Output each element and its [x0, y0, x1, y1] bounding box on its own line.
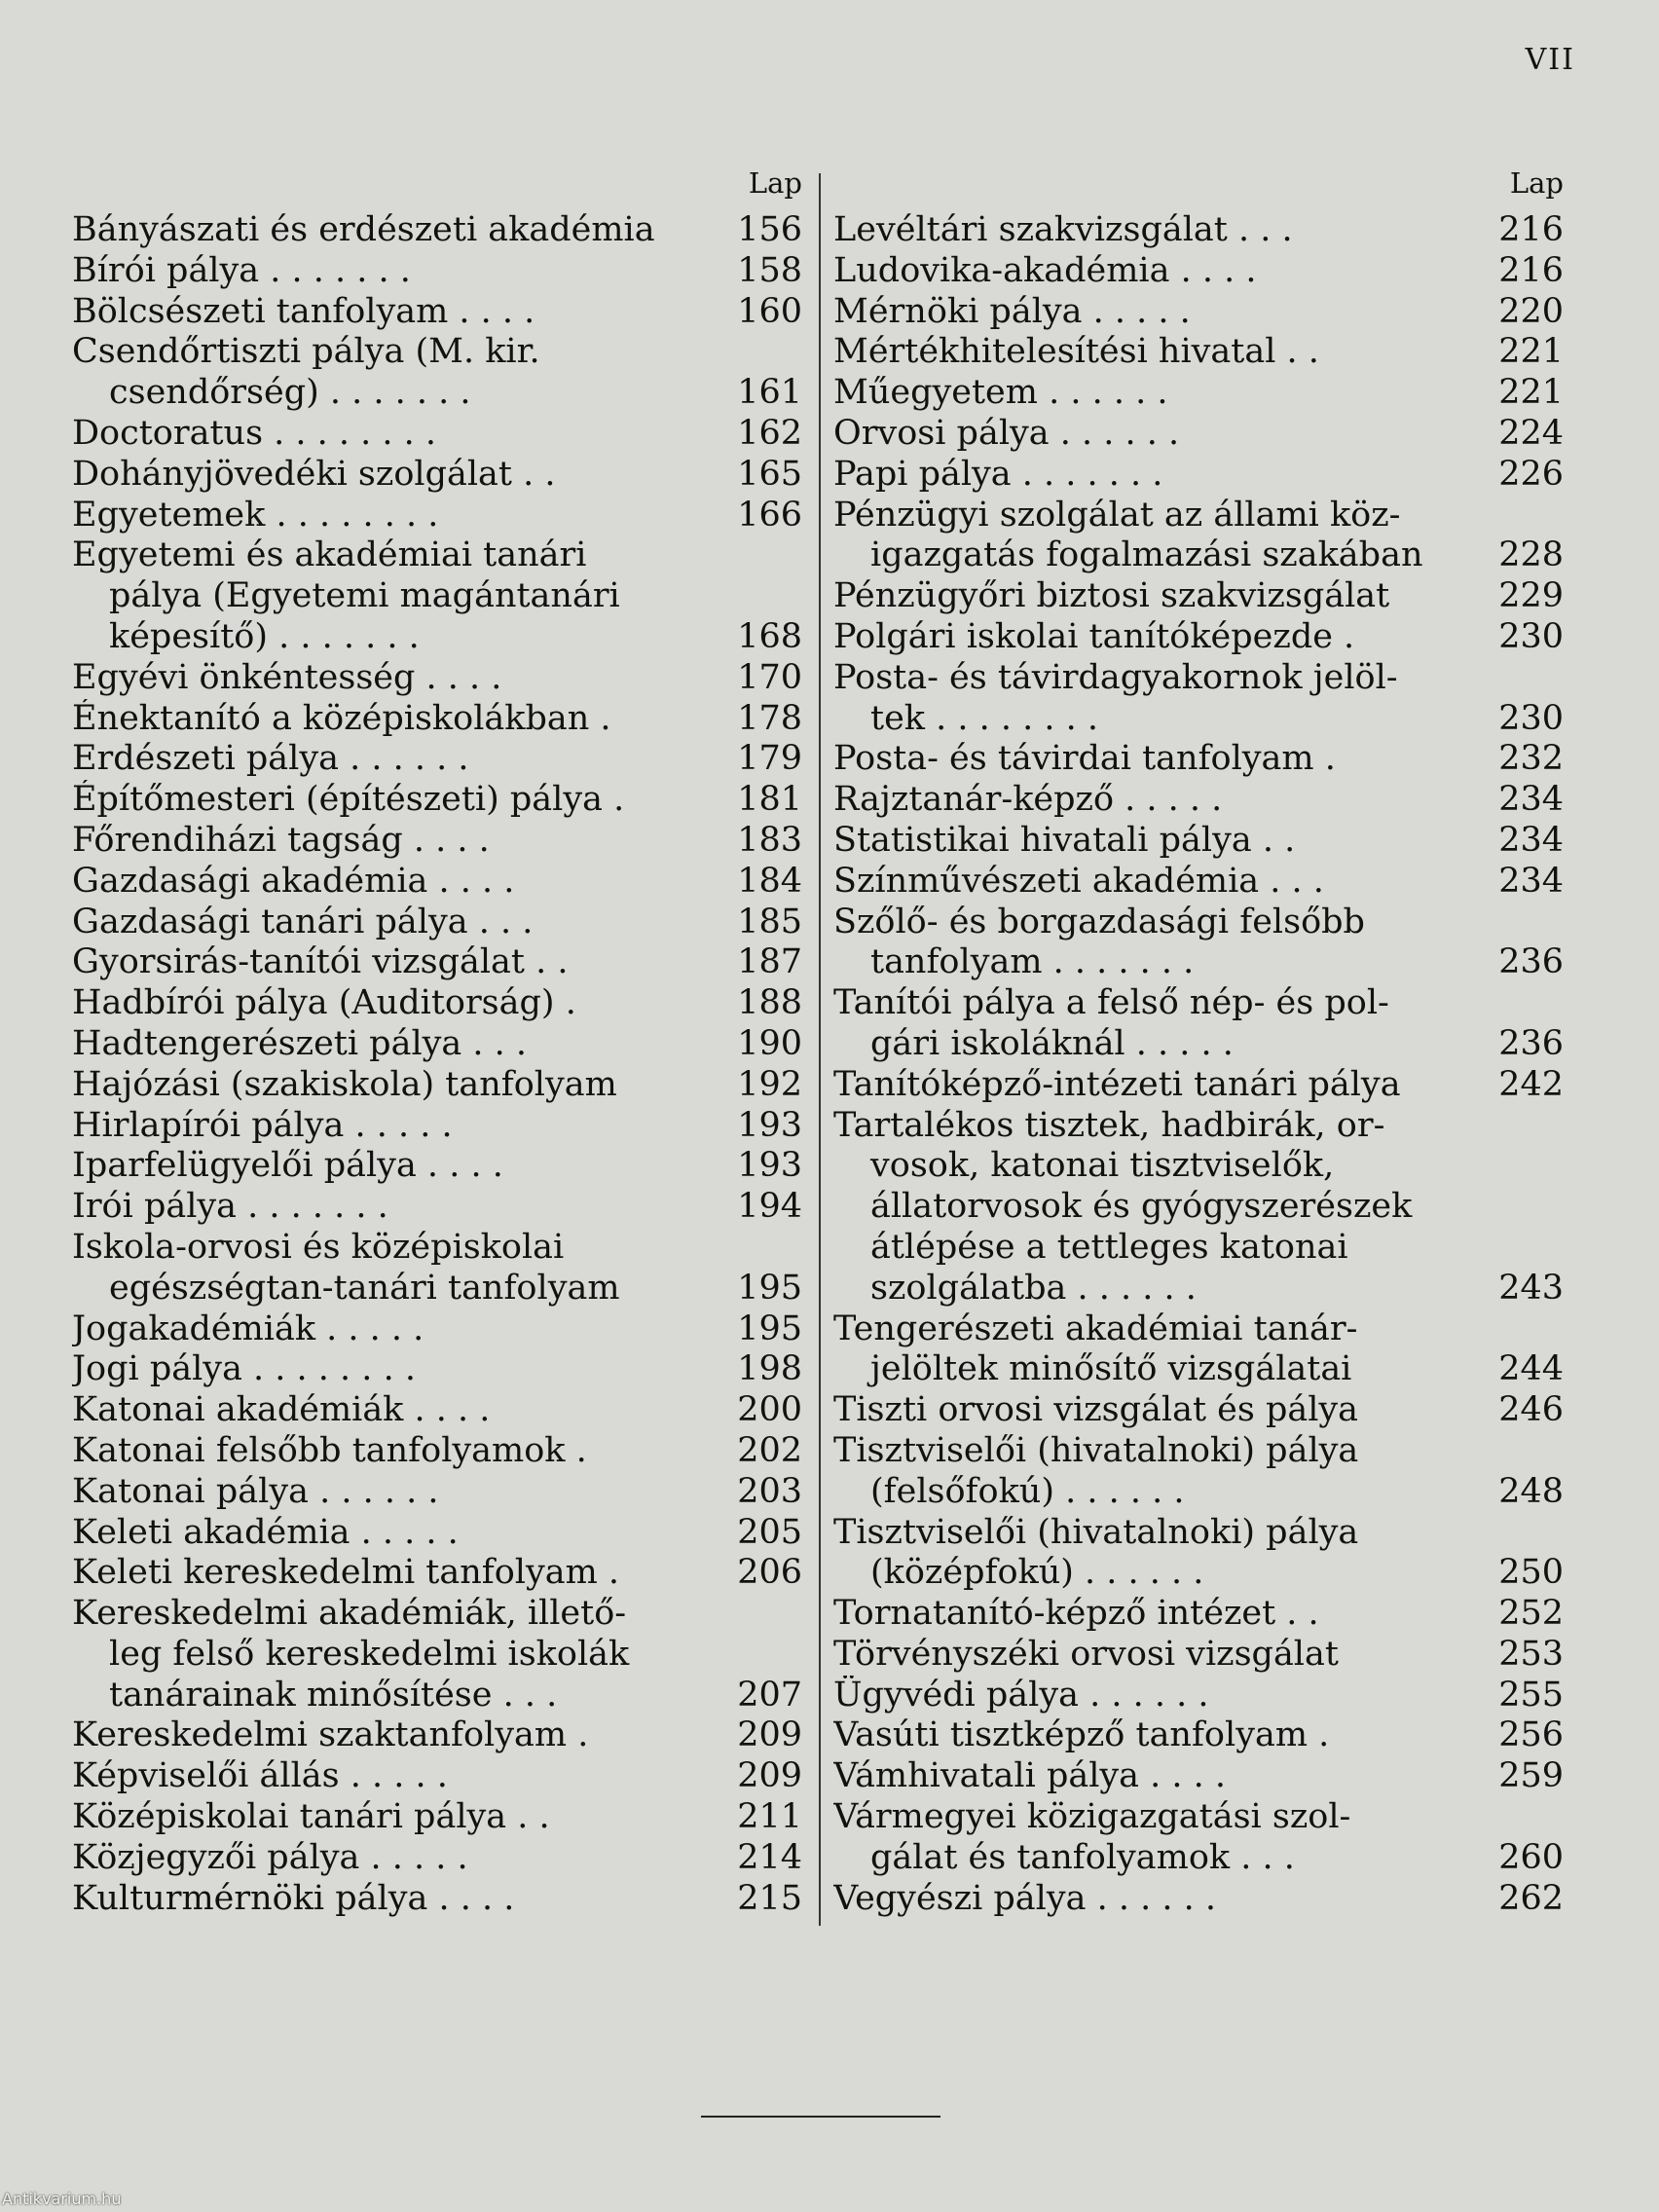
entry-title: Gazdasági tanári pálya . . .: [72, 902, 534, 941]
entry-page-number: 168: [737, 616, 802, 656]
entry-title: Vámhivatali pálya . . . .: [833, 1756, 1227, 1796]
index-entry: [72, 1797, 802, 1838]
index-entry: [833, 251, 1564, 292]
entry-page-number: 166: [737, 495, 802, 535]
entry-title: Statistikai hivatali pálya . .: [833, 820, 1296, 860]
entry-title: Hadbírói pálya (Auditorság) .: [72, 983, 576, 1023]
entry-title: Gyorsirás-tanítói vizsgálat . .: [72, 942, 569, 982]
entry-page-number: 215: [737, 1878, 802, 1918]
entry-title: Ügyvédi pálya . . . . . .: [833, 1675, 1209, 1714]
index-entry: [72, 821, 802, 862]
entry-page-number: 244: [1498, 1349, 1564, 1389]
entry-title: Egyévi önkéntesség . . . .: [72, 657, 502, 697]
index-entry: [833, 1309, 1564, 1350]
entry-page-number: 206: [737, 1553, 802, 1593]
entry-page-number: 224: [1498, 413, 1564, 453]
index-entry: [833, 496, 1564, 536]
entry-page-number: 156: [737, 210, 802, 249]
index-entry: [833, 210, 1564, 251]
entry-page-number: 230: [1498, 616, 1564, 656]
index-entry: [833, 414, 1564, 455]
entry-title: Csendőrtiszti pálya (M. kir.: [72, 332, 540, 372]
entry-title: Tanítói pálya a felső nép- és pol-: [833, 983, 1389, 1023]
entry-title: pálya (Egyetemi magántanári: [109, 576, 620, 616]
entry-title: Műegyetem . . . . . .: [833, 373, 1168, 413]
index-entry: [72, 292, 802, 333]
entry-page-number: 160: [737, 291, 802, 331]
entry-title: Kulturmérnöki pálya . . . .: [72, 1878, 515, 1918]
entry-title: igazgatás fogalmazási szakában: [870, 535, 1423, 575]
index-entry: [833, 1635, 1564, 1676]
entry-page-number: 162: [737, 413, 802, 453]
index-entry: [72, 1106, 802, 1147]
index-entry: [833, 1349, 1564, 1390]
index-entry: [72, 1472, 802, 1513]
entry-title: Kereskedelmi akadémiák, illető-: [72, 1594, 627, 1634]
index-entry: [72, 373, 802, 414]
lap-header-right: Lap: [1509, 166, 1564, 200]
entry-title: Tiszti orvosi vizsgálat és pálya: [833, 1390, 1359, 1430]
entry-title: Keleti kereskedelmi tanfolyam .: [72, 1553, 620, 1593]
entry-page-number: 209: [737, 1715, 802, 1755]
index-entry: [72, 251, 802, 292]
entry-title: Erdészeti pálya . . . . . .: [72, 739, 469, 779]
entry-page-number: 252: [1498, 1594, 1564, 1634]
entry-title: Kereskedelmi szaktanfolyam .: [72, 1715, 589, 1755]
entry-page-number: 178: [737, 698, 802, 738]
index-entry: [72, 1269, 802, 1309]
entry-page-number: 232: [1498, 739, 1564, 779]
index-entry: [72, 332, 802, 373]
entry-title: Jogi pálya . . . . . . . .: [72, 1349, 416, 1389]
index-entry: [72, 1838, 802, 1879]
entry-page-number: 234: [1498, 861, 1564, 901]
entry-page-number: 216: [1498, 250, 1564, 290]
footer-rule: [701, 2116, 940, 2118]
entry-title: Tartalékos tisztek, hadbirák, or-: [833, 1105, 1385, 1145]
index-entry: [833, 332, 1564, 373]
index-entry: [72, 576, 802, 617]
entry-title: Törvényszéki orvosi vizsgálat: [833, 1634, 1339, 1674]
index-entry: [833, 1431, 1564, 1472]
index-entry: [833, 983, 1564, 1024]
entry-title: Levéltári szakvizsgálat . . .: [833, 210, 1293, 249]
entry-title: Rajztanár-képző . . . . .: [833, 780, 1223, 820]
entry-page-number: 260: [1498, 1837, 1564, 1877]
entry-title: Iparfelügyelői pálya . . . .: [72, 1146, 503, 1186]
entry-page-number: 202: [737, 1430, 802, 1470]
left-entry-list: [72, 210, 802, 1919]
entry-title: Főrendiházi tagság . . . .: [72, 820, 490, 860]
index-entry: [833, 455, 1564, 496]
index-entry: [72, 617, 802, 658]
index-entry: [833, 1390, 1564, 1431]
entry-title: Középiskolai tanári pálya . .: [72, 1797, 550, 1837]
lap-header-left: Lap: [748, 166, 802, 200]
index-entry: [833, 1594, 1564, 1635]
index-entry: [72, 1635, 802, 1676]
index-entry: [833, 1065, 1564, 1106]
index-entry: [833, 1106, 1564, 1147]
entry-page-number: 236: [1498, 1023, 1564, 1063]
entry-title: Dohányjövedéki szolgálat . .: [72, 454, 556, 494]
entry-title: Pénzügyőri biztosi szakvizsgálat: [833, 576, 1390, 616]
entry-title: Énektanító a középiskolákban .: [72, 698, 611, 738]
entry-page-number: 187: [737, 942, 802, 982]
index-entry: [72, 1390, 802, 1431]
entry-title: Posta- és távirdai tanfolyam .: [833, 739, 1336, 779]
entry-title: tanfolyam . . . . . . .: [870, 942, 1195, 982]
index-entry: [833, 1879, 1564, 1920]
index-entry: [72, 1513, 802, 1554]
entry-page-number: 195: [737, 1268, 802, 1308]
entry-page-number: 228: [1498, 535, 1564, 575]
entry-title: szolgálatba . . . . . .: [870, 1268, 1197, 1308]
entry-title: Tengerészeti akadémiai tanár-: [833, 1309, 1358, 1348]
index-entry: [72, 414, 802, 455]
entry-title: Építőmesteri (építészeti) pálya .: [72, 780, 625, 820]
entry-page-number: 255: [1498, 1675, 1564, 1714]
index-entry: [833, 739, 1564, 780]
entry-page-number: 181: [737, 780, 802, 820]
entry-title: átlépése a tettleges katonai: [870, 1227, 1348, 1267]
index-entry: [72, 1553, 802, 1594]
entry-title: leg felső kereskedelmi iskolák: [109, 1634, 630, 1674]
entry-title: Irói pálya . . . . . . .: [72, 1187, 388, 1227]
entry-page-number: 220: [1498, 291, 1564, 331]
entry-page-number: 183: [737, 820, 802, 860]
entry-title: gári iskoláknál . . . . .: [870, 1023, 1234, 1063]
entry-page-number: 184: [737, 861, 802, 901]
index-entry: [833, 1838, 1564, 1879]
entry-page-number: 179: [737, 739, 802, 779]
entry-page-number: 230: [1498, 698, 1564, 738]
index-entry: [833, 1797, 1564, 1838]
entry-title: Ludovika-akadémia . . . .: [833, 250, 1257, 290]
index-entry: [72, 1228, 802, 1269]
entry-title: Orvosi pálya . . . . . .: [833, 413, 1180, 453]
entry-title: Posta- és távirdagyakornok jelöl-: [833, 657, 1398, 697]
column-divider: [819, 173, 821, 1926]
entry-title: Közjegyzői pálya . . . . .: [72, 1837, 468, 1877]
entry-page-number: 243: [1498, 1268, 1564, 1308]
index-entry: [72, 780, 802, 821]
entry-title: Tanítóképző-intézeti tanári pálya: [833, 1064, 1401, 1104]
entry-page-number: 193: [737, 1105, 802, 1145]
entry-title: Keleti akadémia . . . . .: [72, 1512, 459, 1552]
entry-page-number: 229: [1498, 576, 1564, 616]
index-entry: [833, 1146, 1564, 1187]
entry-title: tek . . . . . . . .: [870, 698, 1098, 738]
index-entry: [72, 1431, 802, 1472]
entry-title: Katonai pálya . . . . . .: [72, 1471, 439, 1511]
entry-page-number: 209: [737, 1756, 802, 1796]
index-entry: [72, 1879, 802, 1920]
entry-title: Jogakadémiák . . . . .: [72, 1309, 424, 1348]
entry-title: vosok, katonai tisztviselők,: [870, 1146, 1335, 1186]
index-entry: [833, 1269, 1564, 1309]
index-entry: [833, 1513, 1564, 1554]
index-entry: [72, 699, 802, 740]
index-entry: [72, 210, 802, 251]
index-entry: [72, 1065, 802, 1106]
index-entry: [72, 1715, 802, 1756]
entry-title: Papi pálya . . . . . . .: [833, 454, 1163, 494]
entry-page-number: 158: [737, 250, 802, 290]
index-entry: [72, 535, 802, 576]
entry-page-number: 226: [1498, 454, 1564, 494]
entry-page-number: 262: [1498, 1878, 1564, 1918]
index-entry: [72, 862, 802, 903]
entry-title: Szőlő- és borgazdasági felsőbb: [833, 902, 1365, 941]
index-entry: [833, 373, 1564, 414]
index-entry: [833, 292, 1564, 333]
entry-title: Bányászati és erdészeti akadémia: [72, 210, 655, 249]
entry-page-number: 203: [737, 1471, 802, 1511]
entry-page-number: 234: [1498, 780, 1564, 820]
index-entry: [833, 658, 1564, 699]
entry-title: Egyetemi és akadémiai tanári: [72, 535, 587, 575]
entry-title: Vármegyei közigazgatási szol-: [833, 1797, 1351, 1837]
entry-page-number: 214: [737, 1837, 802, 1877]
index-entry: [833, 942, 1564, 983]
index-entry: [833, 576, 1564, 617]
entry-page-number: 195: [737, 1309, 802, 1348]
entry-page-number: 194: [737, 1187, 802, 1227]
entry-title: Pénzügyi szolgálat az állami köz-: [833, 495, 1401, 535]
entry-title: jelöltek minősítő vizsgálatai: [870, 1349, 1352, 1389]
index-entry: [72, 658, 802, 699]
index-entry: [72, 1187, 802, 1228]
entry-title: Hirlapírói pálya . . . . .: [72, 1105, 453, 1145]
entry-page-number: 259: [1498, 1756, 1564, 1796]
entry-title: Bírói pálya . . . . . . .: [72, 250, 411, 290]
entry-title: egészségtan-tanári tanfolyam: [109, 1268, 620, 1308]
index-entry: [72, 1146, 802, 1187]
entry-page-number: 188: [737, 983, 802, 1023]
entry-page-number: 200: [737, 1390, 802, 1430]
entry-title: Tisztviselői (hivatalnoki) pálya: [833, 1430, 1359, 1470]
entry-page-number: 221: [1498, 373, 1564, 413]
index-entry: [72, 1594, 802, 1635]
index-column-right: [833, 156, 1564, 1919]
entry-title: (középfokú) . . . . . .: [870, 1553, 1204, 1593]
entry-title: csendőrség) . . . . . . .: [109, 373, 471, 413]
index-entry: [833, 1553, 1564, 1594]
entry-title: Mérnöki pálya . . . . .: [833, 291, 1191, 331]
index-entry: [833, 1715, 1564, 1756]
entry-page-number: 256: [1498, 1715, 1564, 1755]
index-entry: [833, 1024, 1564, 1065]
entry-page-number: 198: [737, 1349, 802, 1389]
entry-title: Színművészeti akadémia . . .: [833, 861, 1324, 901]
entry-title: Iskola-orvosi és középiskolai: [72, 1227, 565, 1267]
index-entry: [833, 862, 1564, 903]
entry-page-number: 192: [737, 1064, 802, 1104]
entry-title: Mértékhitelesítési hivatal . .: [833, 332, 1319, 372]
entry-title: Katonai akadémiák . . . .: [72, 1390, 491, 1430]
entry-title: Tisztviselői (hivatalnoki) pálya: [833, 1512, 1359, 1552]
entry-title: Doctoratus . . . . . . . .: [72, 413, 437, 453]
entry-page-number: 185: [737, 902, 802, 941]
index-entry: [833, 1756, 1564, 1797]
index-entry: [833, 780, 1564, 821]
index-entry: [72, 1309, 802, 1350]
index-entry: [72, 1349, 802, 1390]
entry-page-number: 253: [1498, 1634, 1564, 1674]
entry-title: tanárainak minősítése . . .: [109, 1675, 558, 1714]
index-entry: [72, 1756, 802, 1797]
entry-title: Egyetemek . . . . . . . .: [72, 495, 439, 535]
entry-page-number: 234: [1498, 820, 1564, 860]
entry-title: Hajózási (szakiskola) tanfolyam: [72, 1064, 617, 1104]
entry-page-number: 165: [737, 454, 802, 494]
entry-page-number: 236: [1498, 942, 1564, 982]
entry-title: Vasúti tisztképző tanfolyam .: [833, 1715, 1330, 1755]
entry-page-number: 250: [1498, 1553, 1564, 1593]
entry-title: (felsőfokú) . . . . . .: [870, 1471, 1185, 1511]
entry-page-number: 161: [737, 373, 802, 413]
index-entry: [833, 903, 1564, 943]
index-entry: [72, 1024, 802, 1065]
index-entry: [72, 983, 802, 1024]
entry-title: Vegyészi pálya . . . . . .: [833, 1878, 1216, 1918]
page-number: VII: [1525, 43, 1575, 77]
entry-title: állatorvosok és gyógyszerészek: [870, 1187, 1413, 1227]
index-entry: [833, 821, 1564, 862]
entry-page-number: 242: [1498, 1064, 1564, 1104]
entry-title: Katonai felsőbb tanfolyamok .: [72, 1430, 587, 1470]
entry-title: Hadtengerészeti pálya . . .: [72, 1023, 528, 1063]
watermark: Antikvarium.hu: [2, 2190, 122, 2208]
entry-page-number: 221: [1498, 332, 1564, 372]
index-entry: [72, 1676, 802, 1716]
entry-page-number: 248: [1498, 1471, 1564, 1511]
index-entry: [833, 699, 1564, 740]
entry-page-number: 216: [1498, 210, 1564, 249]
index-entry: [833, 1676, 1564, 1716]
index-entry: [72, 739, 802, 780]
entry-title: gálat és tanfolyamok . . .: [870, 1837, 1295, 1877]
entry-page-number: 205: [737, 1512, 802, 1552]
index-entry: [72, 942, 802, 983]
entry-title: Polgári iskolai tanítóképezde .: [833, 616, 1355, 656]
right-entry-list: [833, 210, 1564, 1919]
entry-page-number: 211: [737, 1797, 802, 1837]
index-entry: [833, 1187, 1564, 1228]
index-entry: [833, 1228, 1564, 1269]
entry-title: Képviselői állás . . . . .: [72, 1756, 448, 1796]
entry-page-number: 193: [737, 1146, 802, 1186]
index-entry: [72, 455, 802, 496]
entry-page-number: 246: [1498, 1390, 1564, 1430]
index-entry: [833, 617, 1564, 658]
entry-page-number: 190: [737, 1023, 802, 1063]
entry-title: Gazdasági akadémia . . . .: [72, 861, 515, 901]
index-entry: [833, 1472, 1564, 1513]
index-entry: [72, 496, 802, 536]
entry-title: Tornatanító-képző intézet . .: [833, 1594, 1319, 1634]
index-entry: [833, 535, 1564, 576]
index-column-left: [72, 156, 802, 1919]
index-entry: [72, 903, 802, 943]
entry-title: képesítő) . . . . . . .: [109, 616, 420, 656]
entry-page-number: 170: [737, 657, 802, 697]
entry-title: Bölcsészeti tanfolyam . . . .: [72, 291, 535, 331]
entry-page-number: 207: [737, 1675, 802, 1714]
